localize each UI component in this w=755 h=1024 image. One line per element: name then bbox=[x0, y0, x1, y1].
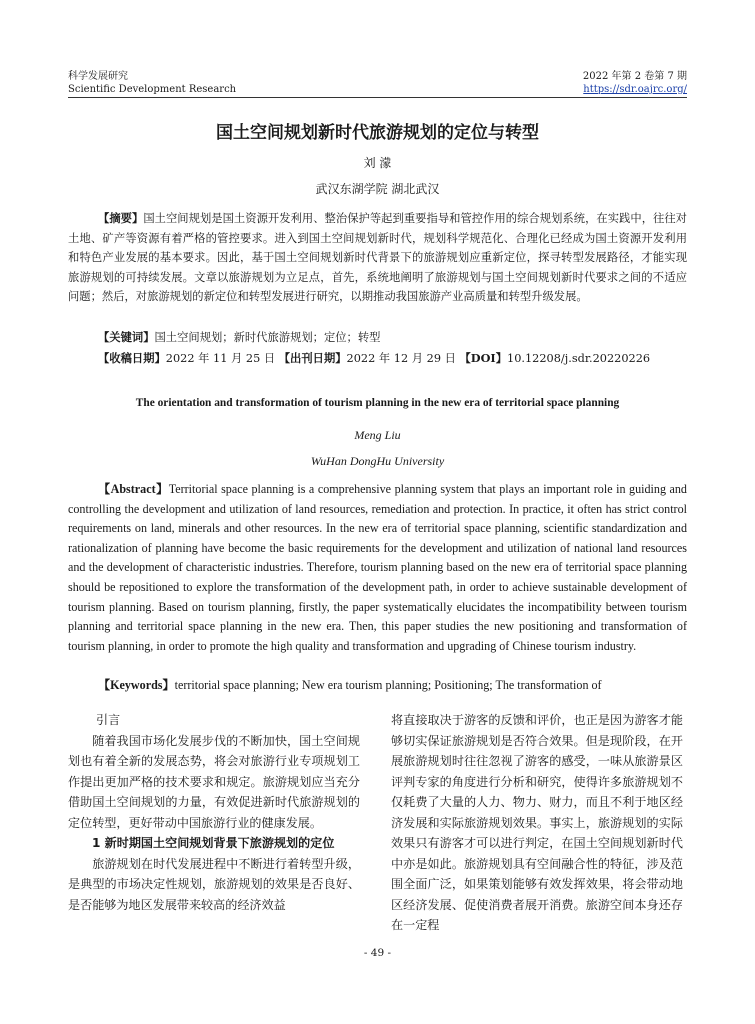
published-label: 【出刊日期】 bbox=[278, 351, 347, 365]
publication-dates bbox=[98, 350, 650, 367]
keywords-en-label: 【Keywords】 bbox=[98, 678, 175, 692]
keywords-en-text: territorial space planning; New era tourism planning; Positioning; The transformation of bbox=[174, 678, 602, 692]
header-divider bbox=[68, 97, 687, 98]
section-1-paragraph: 旅游规划在时代发展进程中不断进行着转型升级，是典型的市场决定性规划，旅游规划的效果是否良好、是否能够为地区发展带来较高的经济效益 bbox=[68, 856, 360, 912]
abstract-cn-text: 国土空间规划是国土资源开发利用、整治保护等起到重要指导和管控作用的综合规划系统，在实践中，往往对土地、矿产等资源有着严格的管控要求。进入到国土空间规划新时代，规划科学规范化、合理化已经成为国土资源开发利用和特色产业发展的基本要求。因此，基于国土空间规划新时代背景下的旅游规划应重新定位，探寻转型发展路径，才能实现旅游规划的可持续发展。文章以旅游规划为立足点，首先，系统地阐明了旅游规划与国土空间规划新时代要求之间的不适应问题；然后，对旅游规划的新定位和转型发展进行研究，以期推动我国旅游产业高质量和转型升级发展。 bbox=[68, 212, 687, 304]
body-column-left bbox=[68, 710, 360, 915]
keywords-cn-label: 【关键词】 bbox=[98, 330, 155, 344]
right-column-paragraph: 将直接取决于游客的反馈和评价，也正是因为游客才能够切实保证旅游规划是否符合效果。但是现阶段，在开展旅游规划时往往忽视了游客的感受，一味从旅游景区评判专家的角度进行分析和研究，使得许多旅游规划不仅耗费了大量的人力、物力、财力，而且不利于地区经济发展和实际旅游规划效果。事实上，旅游规划的实际效果只有游客才可以进行判定，在国土空间规划新时代中亦是如此。旅游规划具有空间融合性的特征，涉及范围全面广泛，如果策划能够有效发挥效果，将会带动地区经济发展、促使消费者展开消费。旅游空间本身还存在一定程 bbox=[391, 713, 683, 932]
journal-url-link[interactable]: https://sdr.oajrc.org/ bbox=[583, 84, 687, 95]
running-header-left bbox=[68, 70, 236, 96]
keywords-cn bbox=[98, 329, 380, 346]
intro-paragraph: 随着我国市场化发展步伐的不断加快，国土空间规划也有着全新的发展态势，将会对旅游行业专项规划工作提出更加严格的技术要求和规定。旅游规划应当充分借助国土空间规划的力量，有效促进新时代旅游规划的定位转型，更好带动中国旅游行业的健康发展。 bbox=[68, 733, 360, 830]
keywords-en bbox=[98, 676, 602, 693]
abstract-en-text: Territorial space planning is a comprehensive planning system that plays an important role in guiding and controlling the development and utilization of land resources, remediation and protection. In practice, it often has strict control requirements on land, minerals and other resources. In the new era of territorial space planning, scientific standardization and rationalization of planning have become the basic requirements for the development and utilization of national land resources and the development of characteristic industries. Therefore, tourism planning based on the new era of territorial space planning should be repositioned to explore the transformation of the development path, in order to achieve sustainable development of tourism planning. Based on tourism planning, firstly, the paper systematically elucidates the incompatibility between tourism planning and territorial space planning in the new era. Then, this paper studies the new positioning and transformation of tourism planning, in order to promote the high quality and transformation and upgrading of Chinese tourism industry. bbox=[68, 482, 687, 653]
doi-value: 10.12208/j.sdr.20220226 bbox=[507, 352, 651, 365]
paper-title-en: The orientation and transformation of tourism planning in the new era of territorial space planning bbox=[135, 397, 620, 409]
journal-name-cn: 科学发展研究 bbox=[68, 71, 128, 82]
author-cn: 刘 濛 bbox=[363, 156, 392, 170]
abstract-cn bbox=[68, 209, 687, 307]
affiliation-cn: 武汉东湖学院 湖北武汉 bbox=[315, 182, 440, 196]
paper-title-cn: 国土空间规划新时代旅游规划的定位与转型 bbox=[216, 123, 539, 143]
affiliation-en: WuHan DongHu University bbox=[310, 454, 445, 468]
page-number: - 49 - bbox=[363, 947, 392, 959]
author-en: Meng Liu bbox=[354, 428, 401, 442]
journal-name-en: Scientific Development Research bbox=[68, 84, 237, 95]
body-column-right bbox=[391, 710, 683, 936]
running-header-right bbox=[583, 70, 687, 96]
received-label: 【收稿日期】 bbox=[98, 351, 166, 365]
section-1-heading: 1 新时期国土空间规划背景下旅游规划的定位 bbox=[92, 836, 335, 850]
issue-info: 2022 年第 2 卷第 7 期 bbox=[582, 71, 687, 82]
abstract-cn-label: 【摘要】 bbox=[98, 211, 144, 225]
intro-heading: 引言 bbox=[96, 713, 121, 727]
published-date: 2022 年 12 月 29 日 bbox=[346, 352, 456, 365]
keywords-cn-text: 国土空间规划；新时代旅游规划；定位；转型 bbox=[154, 331, 381, 344]
doi-label: 【DOI】 bbox=[459, 351, 508, 365]
abstract-en bbox=[68, 480, 687, 656]
abstract-en-label: 【Abstract】 bbox=[98, 482, 169, 496]
received-date: 2022 年 11 月 25 日 bbox=[165, 352, 276, 365]
